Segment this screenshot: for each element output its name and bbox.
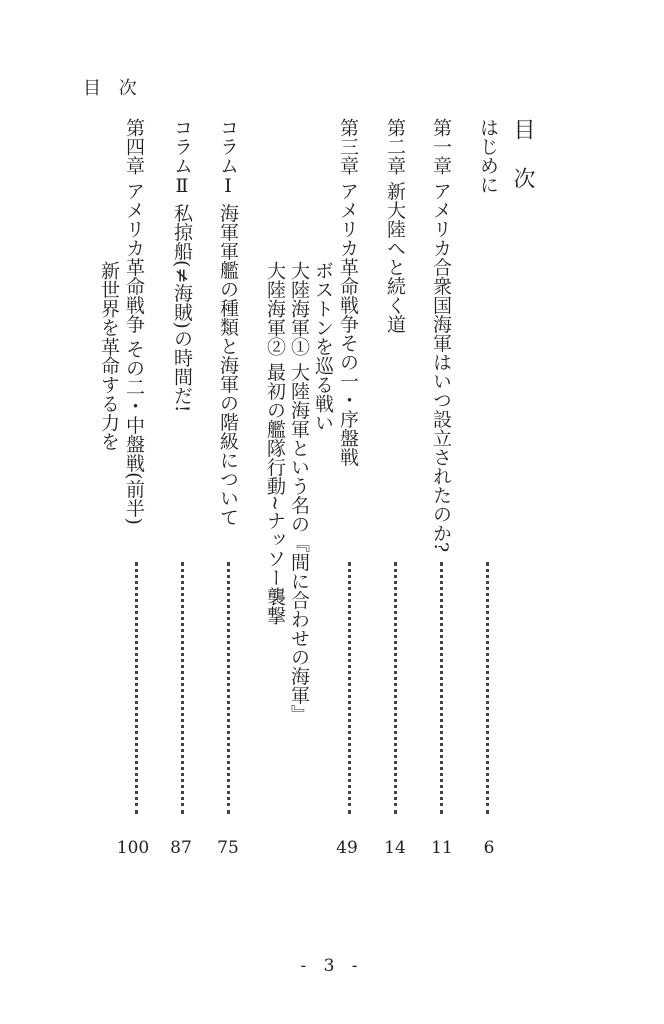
toc-entry-chapter-3: 第三章 アメリカ革命戦争その一・序盤戦	[337, 118, 359, 467]
toc-page-number: 75	[217, 838, 239, 858]
toc-leader-dots	[227, 562, 234, 814]
toc-leader-dots	[348, 562, 355, 814]
toc-subentry: 大陸海軍① 大陸海軍という名の『間に合わせの海軍』	[288, 261, 310, 724]
toc-entry-column-2: コラムⅡ 私掠船(≠海賊)の時間だ!	[171, 118, 193, 413]
toc-subentry: 新世界を革命する力を	[98, 261, 120, 451]
toc-page-number: 87	[170, 838, 192, 858]
toc-page-number: 11	[431, 838, 453, 858]
running-head: 目 次	[83, 78, 143, 99]
toc-entry-chapter-2: 第二章 新大陸へと続く道	[384, 118, 406, 334]
page-folio: - 3 -	[300, 956, 364, 976]
toc-entry-chapter-4: 第四章 アメリカ革命戦争 その二・中盤戦(前半)	[123, 118, 145, 525]
toc-page-number: 49	[336, 838, 358, 858]
toc-leader-dots	[440, 562, 447, 814]
toc-page-number: 6	[483, 838, 495, 858]
toc-page-number: 14	[384, 838, 406, 858]
toc-leader-dots	[486, 562, 493, 814]
toc-entry-intro: はじめに	[477, 118, 499, 194]
toc-entry-chapter-1: 第一章 アメリカ合衆国海軍はいつ設立されたのか?	[430, 118, 452, 553]
toc-leader-dots	[181, 562, 188, 814]
toc-leader-dots	[135, 562, 142, 814]
toc-leader-dots	[394, 562, 401, 814]
toc-title: 目 次	[510, 118, 535, 199]
toc-page-number: 100	[116, 838, 150, 858]
toc-subentry: 大陸海軍② 最初の艦隊行動~ナッソー襲撃	[264, 261, 286, 625]
toc-subentry: ボストンを巡る戦い	[312, 261, 334, 432]
toc-entry-column-1: コラムⅠ 海軍軍艦の種類と海軍の階級について	[217, 118, 239, 527]
